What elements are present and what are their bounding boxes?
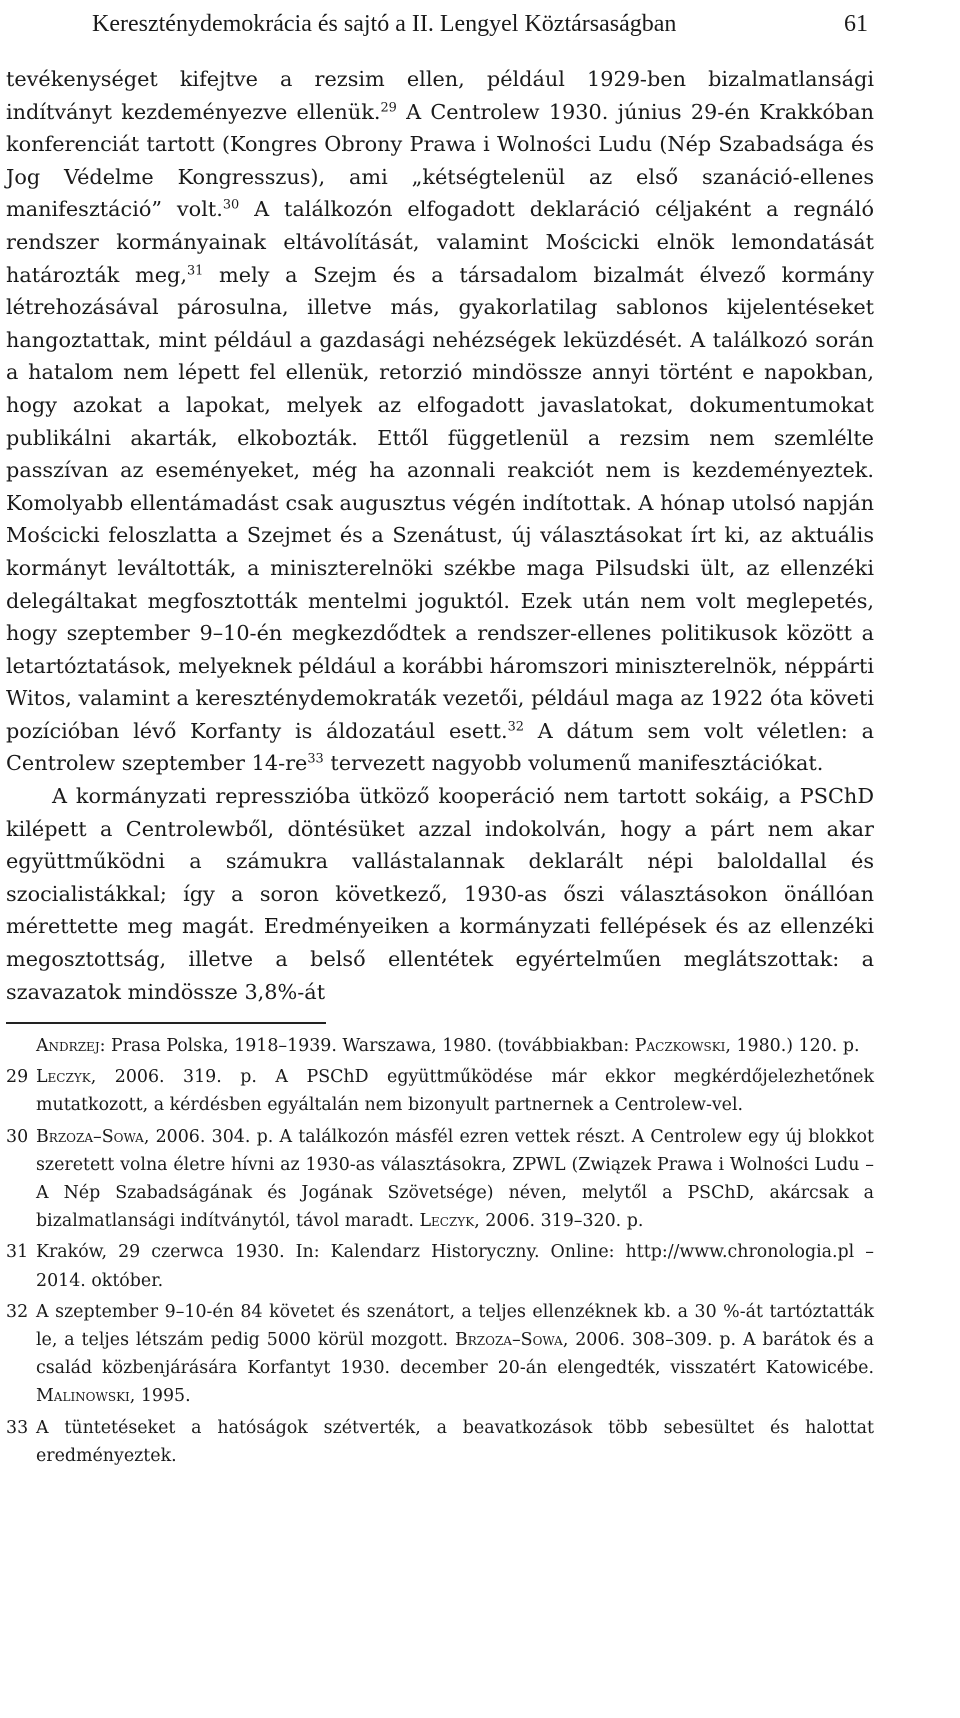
author-name: Leczyk [419, 1211, 475, 1232]
footnote-32 [6, 1298, 874, 1411]
footnote-text: : Prasa Polska, 1918–1939. Warszawa, 1980. (továbbiakban: [99, 1036, 635, 1056]
footnote-number: 29 [6, 1067, 29, 1088]
footnote-separator [6, 1022, 326, 1024]
footnote-text: , 2006. 304. p. A találkozón másfél ezren vettek részt. A Centrolew egy új blokkot szeretett volna életre hívni az 1930-as választásokra, ZPWL (Związek Prawa i Wolności Ludu – A Nép Szabadságának és Jogának Szövetsége) néven, melytől a PSChD, akárcsak a bizalmatlansági indítványtól, távol maradt. [36, 1126, 874, 1232]
footnote-text: Kraków, 29 czerwca 1930. In: Kalendarz Historyczny. Online: http://www.chronologia.pl – 2014. október. [36, 1242, 874, 1291]
footnote-text: , 2006. 319–320. p. [474, 1211, 644, 1232]
footnote-number: 32 [6, 1301, 29, 1322]
footnote-33 [6, 1414, 874, 1470]
running-header [92, 4, 868, 44]
running-title: Kereszténydemokrácia és sajtó a II. Lengyel Köztársaságban [92, 11, 677, 37]
author-name: Leczyk [36, 1067, 91, 1088]
footnote-text: A szeptember 9–10-én 84 követet és szenátort, a teljes ellenzéknek kb. a 30 %-át tartóztatták le, a teljes létszám pedig 5000 körül mozgott. [36, 1301, 874, 1351]
page-number: 61 [844, 11, 868, 37]
footnote-30 [6, 1123, 874, 1236]
footnote-number: 30 [6, 1126, 29, 1147]
footnote-31 [6, 1238, 874, 1294]
author-name: Malinowski [36, 1386, 130, 1407]
footnote-number: 31 [6, 1242, 29, 1263]
text-run: A találkozón elfogadott deklaráció céljaként a regnáló rendszer kormányainak eltávolítását, valamint Mościcki elnök lemondatását határozták meg, [6, 197, 874, 287]
text-run: tervezett nagyobb volumenű manifesztációkat. [323, 751, 824, 776]
footnote-text: , 2006. 308–309. p. A barátok és a család közbenjárására Korfantyt 1930. december 20-án elengedték, visszatért Katowicébe. [36, 1330, 874, 1379]
footnote-number: 33 [6, 1417, 29, 1438]
author-name: Brzoza–Sowa [36, 1126, 144, 1147]
body-paragraph-1 [6, 63, 874, 780]
footnote-text: A tüntetéseket a hatóságok szétverték, a beavatkozások több sebesültet és halottat eredményeztek. [36, 1417, 874, 1466]
text-run: A dátum sem volt véletlen: a Centrolew szeptember 14-re [6, 718, 874, 776]
text-run: A Centrolew 1930. június 29-én Krakkóban konferenciát tartott (Kongres Obrony Prawa i Wolności Ludu (Nép Szabadsága és Jog Védelme Kongresszus), ami „kétségtelenül az első szanáció-ellenes manifesztáció” volt. [6, 99, 874, 222]
footnote-continued [6, 1032, 874, 1060]
text-run: tevékenységet kifejtve a rezsim ellen, például 1929-ben bizalmatlansági indítványt kezdeményezve ellenük. [6, 67, 874, 124]
footnote-ref-30[interactable]: 30 [222, 197, 240, 213]
footnote-29 [6, 1063, 874, 1119]
footnote-text: , 1995. [129, 1386, 191, 1407]
footnote-ref-32[interactable]: 32 [507, 719, 524, 735]
footnote-ref-33[interactable]: 33 [307, 751, 324, 767]
body-paragraph-2: A kormányzati represszióba ütköző kooperáció nem tartott sokáig, a PSChD kilépett a Centrolewből, döntésüket azzal indokolván, hogy a párt nem akar együttműködni a számukra vallástalannak deklarált népi baloldallal és szocialistákkal; így a soron következő, 1930-as őszi választásokon önállóan mérettette meg magát. Eredményeiken a kormányzati fellépések és az ellenzéki megosztottság, illetve a belső ellentétek egyértelműen meglátszottak: a szavazatok mindössze 3,8%-át [6, 784, 874, 1004]
footnote-text: , 1980.) 120. p. [725, 1036, 860, 1056]
footnote-ref-31[interactable]: 31 [186, 262, 204, 278]
footnotes [6, 1032, 874, 1473]
author-name: Paczkowski [634, 1036, 726, 1056]
footnote-text: , 2006. 319. p. A PSChD együttműködése már ekkor megkérdőjelezhetőnek mutatkozott, a kérdésben egyáltalán nem bizonyult partnernek a Centrolew-vel. [36, 1067, 874, 1116]
main-text [6, 63, 874, 1008]
author-name: Andrzej [36, 1036, 100, 1056]
footnote-ref-29[interactable]: 29 [380, 99, 397, 115]
text-run: mely a Szejm és a társadalom bizalmát élvező kormány létrehozásával párosulna, illetve más, gyakorlatilag sablonos kijelentéseket hangoztattak, mint például a gazdasági nehézségek leküzdését. A találkozó során a hatalom nem lépett fel ellenük, retorzió mindössze annyi történt e napokban, hogy azokat a lapokat, melyek az elfogadott javaslatokat, dokumentumokat publikálni akarták, elkobozták. Ettől függetlenül a rezsim nem szemlélte passzívan az eseményeket, még ha azonnali reakciót nem is kezdeményeztek. Komolyabb ellentámadást csak augusztus végén indítottak. A hónap utolsó napján Mościcki feloszlatta a Szejmet és a Szenátust, új választásokat írt ki, az aktuális kormányt leváltották, a miniszterelnöki székbe maga Pilsudski ült, az ellenzéki delegáltakat megfosztották mentelmi joguktól. Ezek után nem volt meglepetés, hogy szeptember 9–10-én megkezdődtek a rendszer-ellenes politikusok között a letartóztatások, melyeknek például a korábbi háromszori miniszterelnök, néppárti Witos, valamint a kereszténydemokraták vezetői, például maga az 1922 óta követi pozícióban lévő Korfanty is áldozatául esett. [6, 262, 875, 743]
author-name: Brzoza–Sowa [454, 1330, 563, 1351]
